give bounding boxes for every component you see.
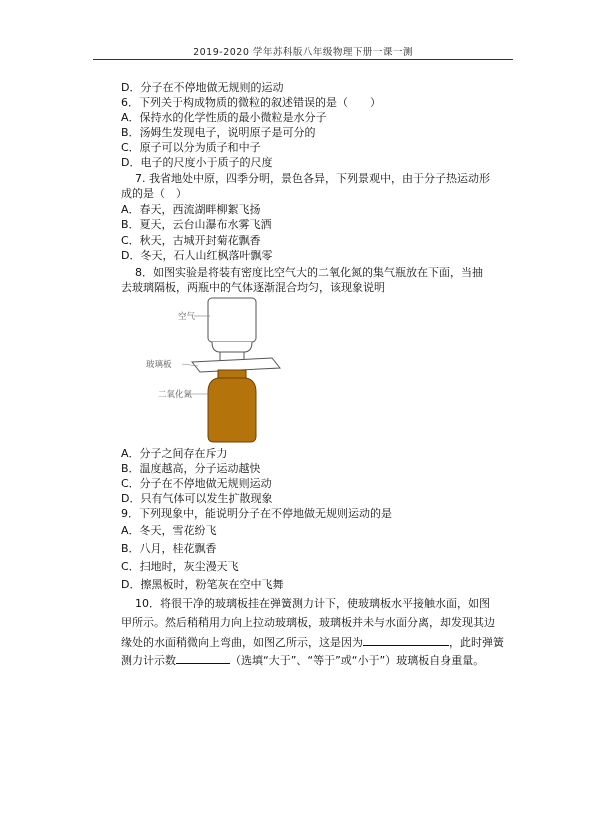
q6-stem: 6．下列关于构成物质的微粒的叙述错误的是（ ） <box>121 96 381 109</box>
q5-option-d: D．分子在不停地做无规则的运动 <box>121 81 284 94</box>
q7-option-a: A．春天，西流湖畔柳絮飞扬 <box>121 203 261 216</box>
q10-line4 <box>121 652 484 668</box>
q10-blank-2[interactable] <box>176 652 230 664</box>
page-header: 2019-2020 学年苏科版八年级物理下册一课一测 <box>193 47 413 58</box>
q8-stem-line1: 8．如图实验是将装有密度比空气大的二氧化氮的集气瓶放在下面，当抽 <box>135 266 483 279</box>
q9-stem: 9．下列现象中，能说明分子在不停地做无规则运动的是 <box>121 507 392 520</box>
q6-option-c: C．原子可以分为质子和中子 <box>121 141 261 154</box>
q6-option-b: B．汤姆生发现电子，说明原子是可分的 <box>121 126 316 139</box>
q9-option-d: D．擦黑板时，粉笔灰在空中飞舞 <box>121 578 284 591</box>
q8-option-c: C．分子在不停地做无规则运动 <box>121 477 272 490</box>
q7-stem-line1: 7. 我省地处中原，四季分明，景色各异，下列景观中，由于分子热运动形 <box>135 172 490 185</box>
q7-option-b: B．夏天，云台山瀑布水雾飞洒 <box>121 218 272 231</box>
label-no2: 二氧化氮 <box>158 390 193 400</box>
no2-bottle-body <box>208 378 256 442</box>
q9-option-b: B．八月，桂花飘香 <box>121 542 217 555</box>
q9-option-c: C．扫地时，灰尘漫天飞 <box>121 560 239 573</box>
q6-option-d: D．电子的尺度小于质子的尺度 <box>121 156 273 169</box>
q10-line4-text-a: 测力计示数 <box>121 654 176 667</box>
label-air: 空气 <box>178 312 196 322</box>
q10-line1: 10．将很干净的玻璃板挂在弹簧测力计下，使玻璃板水平接触水面，如图 <box>135 597 490 610</box>
q7-stem-line2: 成的是（ ） <box>121 187 187 200</box>
air-bottle-shoulder <box>212 342 252 352</box>
q10-line3-text-b: ，此时弹簧 <box>449 636 504 649</box>
q10-line2: 甲所示。然后稍稍用力向上拉动玻璃板，玻璃板并未与水面分离，却发现其边 <box>121 616 495 629</box>
q6-option-a: A．保持水的化学性质的最小微粒是水分子 <box>121 111 327 124</box>
q8-option-b: B．温度越高，分子运动越快 <box>121 462 261 475</box>
q7-option-c: C．秋天，古城开封菊花飘香 <box>121 234 261 247</box>
q10-blank-1[interactable] <box>363 634 449 646</box>
q9-option-a: A．冬天，雪花纷飞 <box>121 524 217 537</box>
q7-option-d: D．冬天，石人山红枫落叶飘零 <box>121 249 273 262</box>
header-rule <box>93 59 513 60</box>
air-bottle-body <box>208 298 256 342</box>
no2-bottle-neck <box>218 370 246 378</box>
label-glass-plate: 玻璃板 <box>146 360 172 370</box>
q10-line4-text-b: （选填“大于”、“等于”或“小于”）玻璃板自身重量。 <box>230 654 485 667</box>
q8-option-a: A．分子之间存在斥力 <box>121 447 228 460</box>
q10-line3-text-a: 缘处的水面稍微向上弯曲，如图乙所示，这是因为 <box>121 636 363 649</box>
q8-stem-line2: 去玻璃隔板，两瓶中的气体逐渐混合均匀，该现象说明 <box>121 281 385 294</box>
q8-option-d: D．只有气体可以发生扩散现象 <box>121 492 273 505</box>
diffusion-figure <box>146 296 292 444</box>
q10-line3 <box>121 634 504 650</box>
